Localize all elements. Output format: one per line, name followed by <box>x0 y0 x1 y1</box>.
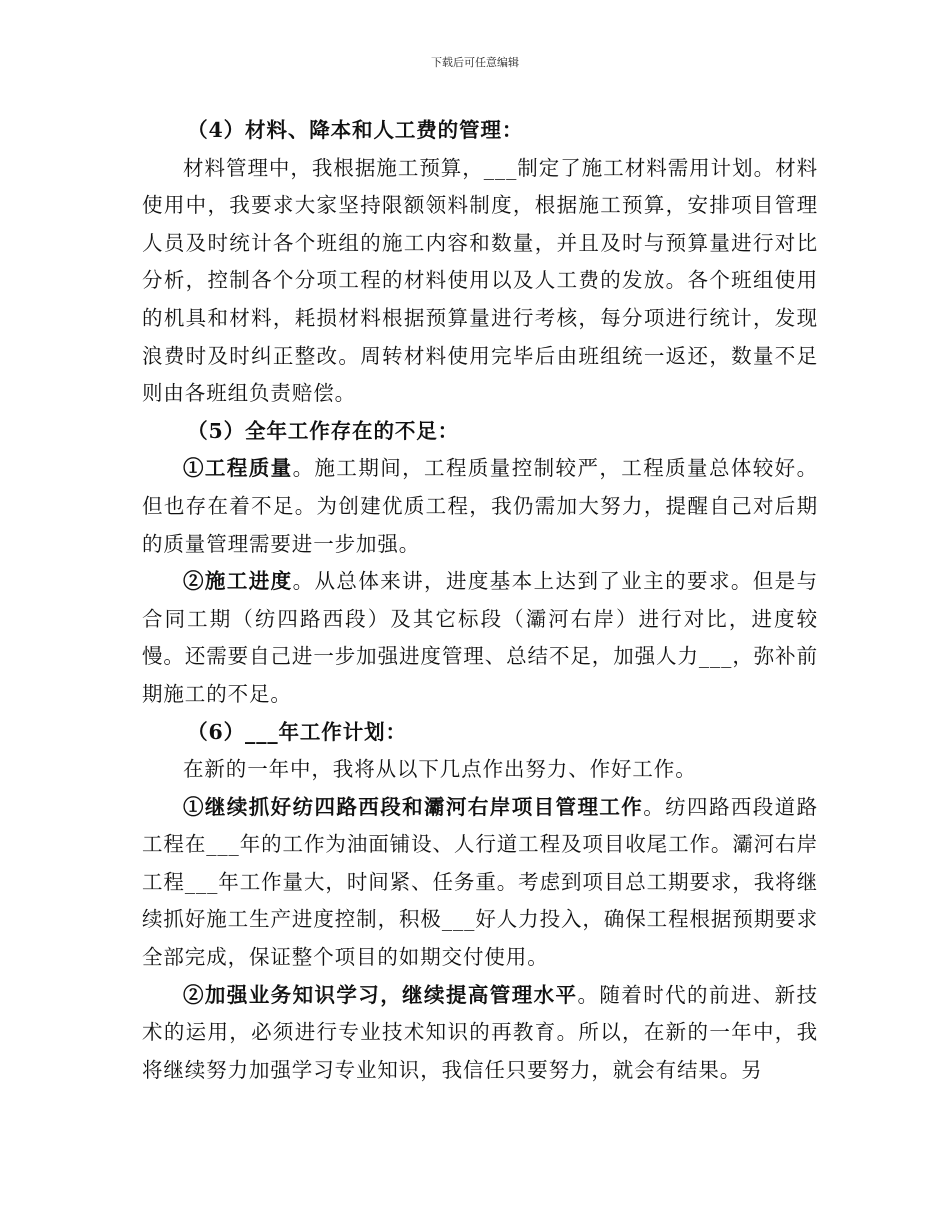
section-5-heading: （5）全年工作存在的不足： <box>187 418 460 443</box>
section-5-item-1 <box>142 450 818 563</box>
document-body <box>142 112 818 1089</box>
item-lead: ②加强业务知识学习，继续提高管理水平 <box>183 982 578 1007</box>
item-text: 。随着时代的前进、新技术的运用，必须进行专业技术知识的再教育。所以，在新的一年中，我将继续努力加强学习专业知识，我信任只要努力，就会有结果。另 <box>142 982 818 1082</box>
section-6-intro: 在新的一年中，我将从以下几点作出努力、作好工作。 <box>183 757 697 782</box>
item-lead: ②施工进度 <box>183 569 293 594</box>
section-5-item-2 <box>142 563 818 713</box>
section-4-paragraph: 材料管理中，我根据施工预算，___制定了施工材料需用计划。材料使用中，我要求大家坚持限额领料制度，根据施工预算，安排项目管理人员及时统计各个班组的施工内容和数量，并且及时与预算量进行对比分析，控制各个分项工程的材料使用以及人工费的发放。各个班组使用的机具和材料，耗损材料根据预算量进行考核，每分项进行统计，发现浪费时及时纠正整改。周转材料使用完毕后由班组统一返还，数量不足则由各班组负责赔偿。 <box>142 155 818 406</box>
section-6-item-2 <box>142 977 818 1090</box>
item-text: 。施工期间，工程质量控制较严，工程质量总体较好。但也存在着不足。为创建优质工程，我仍需加大努力，提醒自己对后期的质量管理需要进一步加强。 <box>142 456 818 556</box>
section-6-item-1 <box>142 789 818 977</box>
item-text: 。纺四路西段道路工程在___年的工作为油面铺设、人行道工程及项目收尾工作。灞河右岸工程___年工作量大，时间紧、任务重。考虑到项目总工期要求，我将继续抓好施工生产进度控制，积极___好人力投入，确保工程根据预期要求全部完成，保证整个项目的如期交付使用。 <box>142 794 819 970</box>
item-text: 。从总体来讲，进度基本上达到了业主的要求。但是与合同工期（纺四路西段）及其它标段（灞河右岸）进行对比，进度较慢。还需要自己进一步加强进度管理、总结不足，加强人力___，弥补前期施工的不足。 <box>142 569 818 706</box>
page-header: 下载后可任意编辑 <box>431 56 519 69</box>
section-6-heading: （6）___年工作计划： <box>187 719 407 744</box>
item-lead: ①工程质量 <box>183 456 293 481</box>
section-4-heading: （4）材料、降本和人工费的管理： <box>187 118 524 142</box>
item-lead: ①继续抓好纺四路西段和灞河右岸项目管理工作 <box>183 794 644 819</box>
